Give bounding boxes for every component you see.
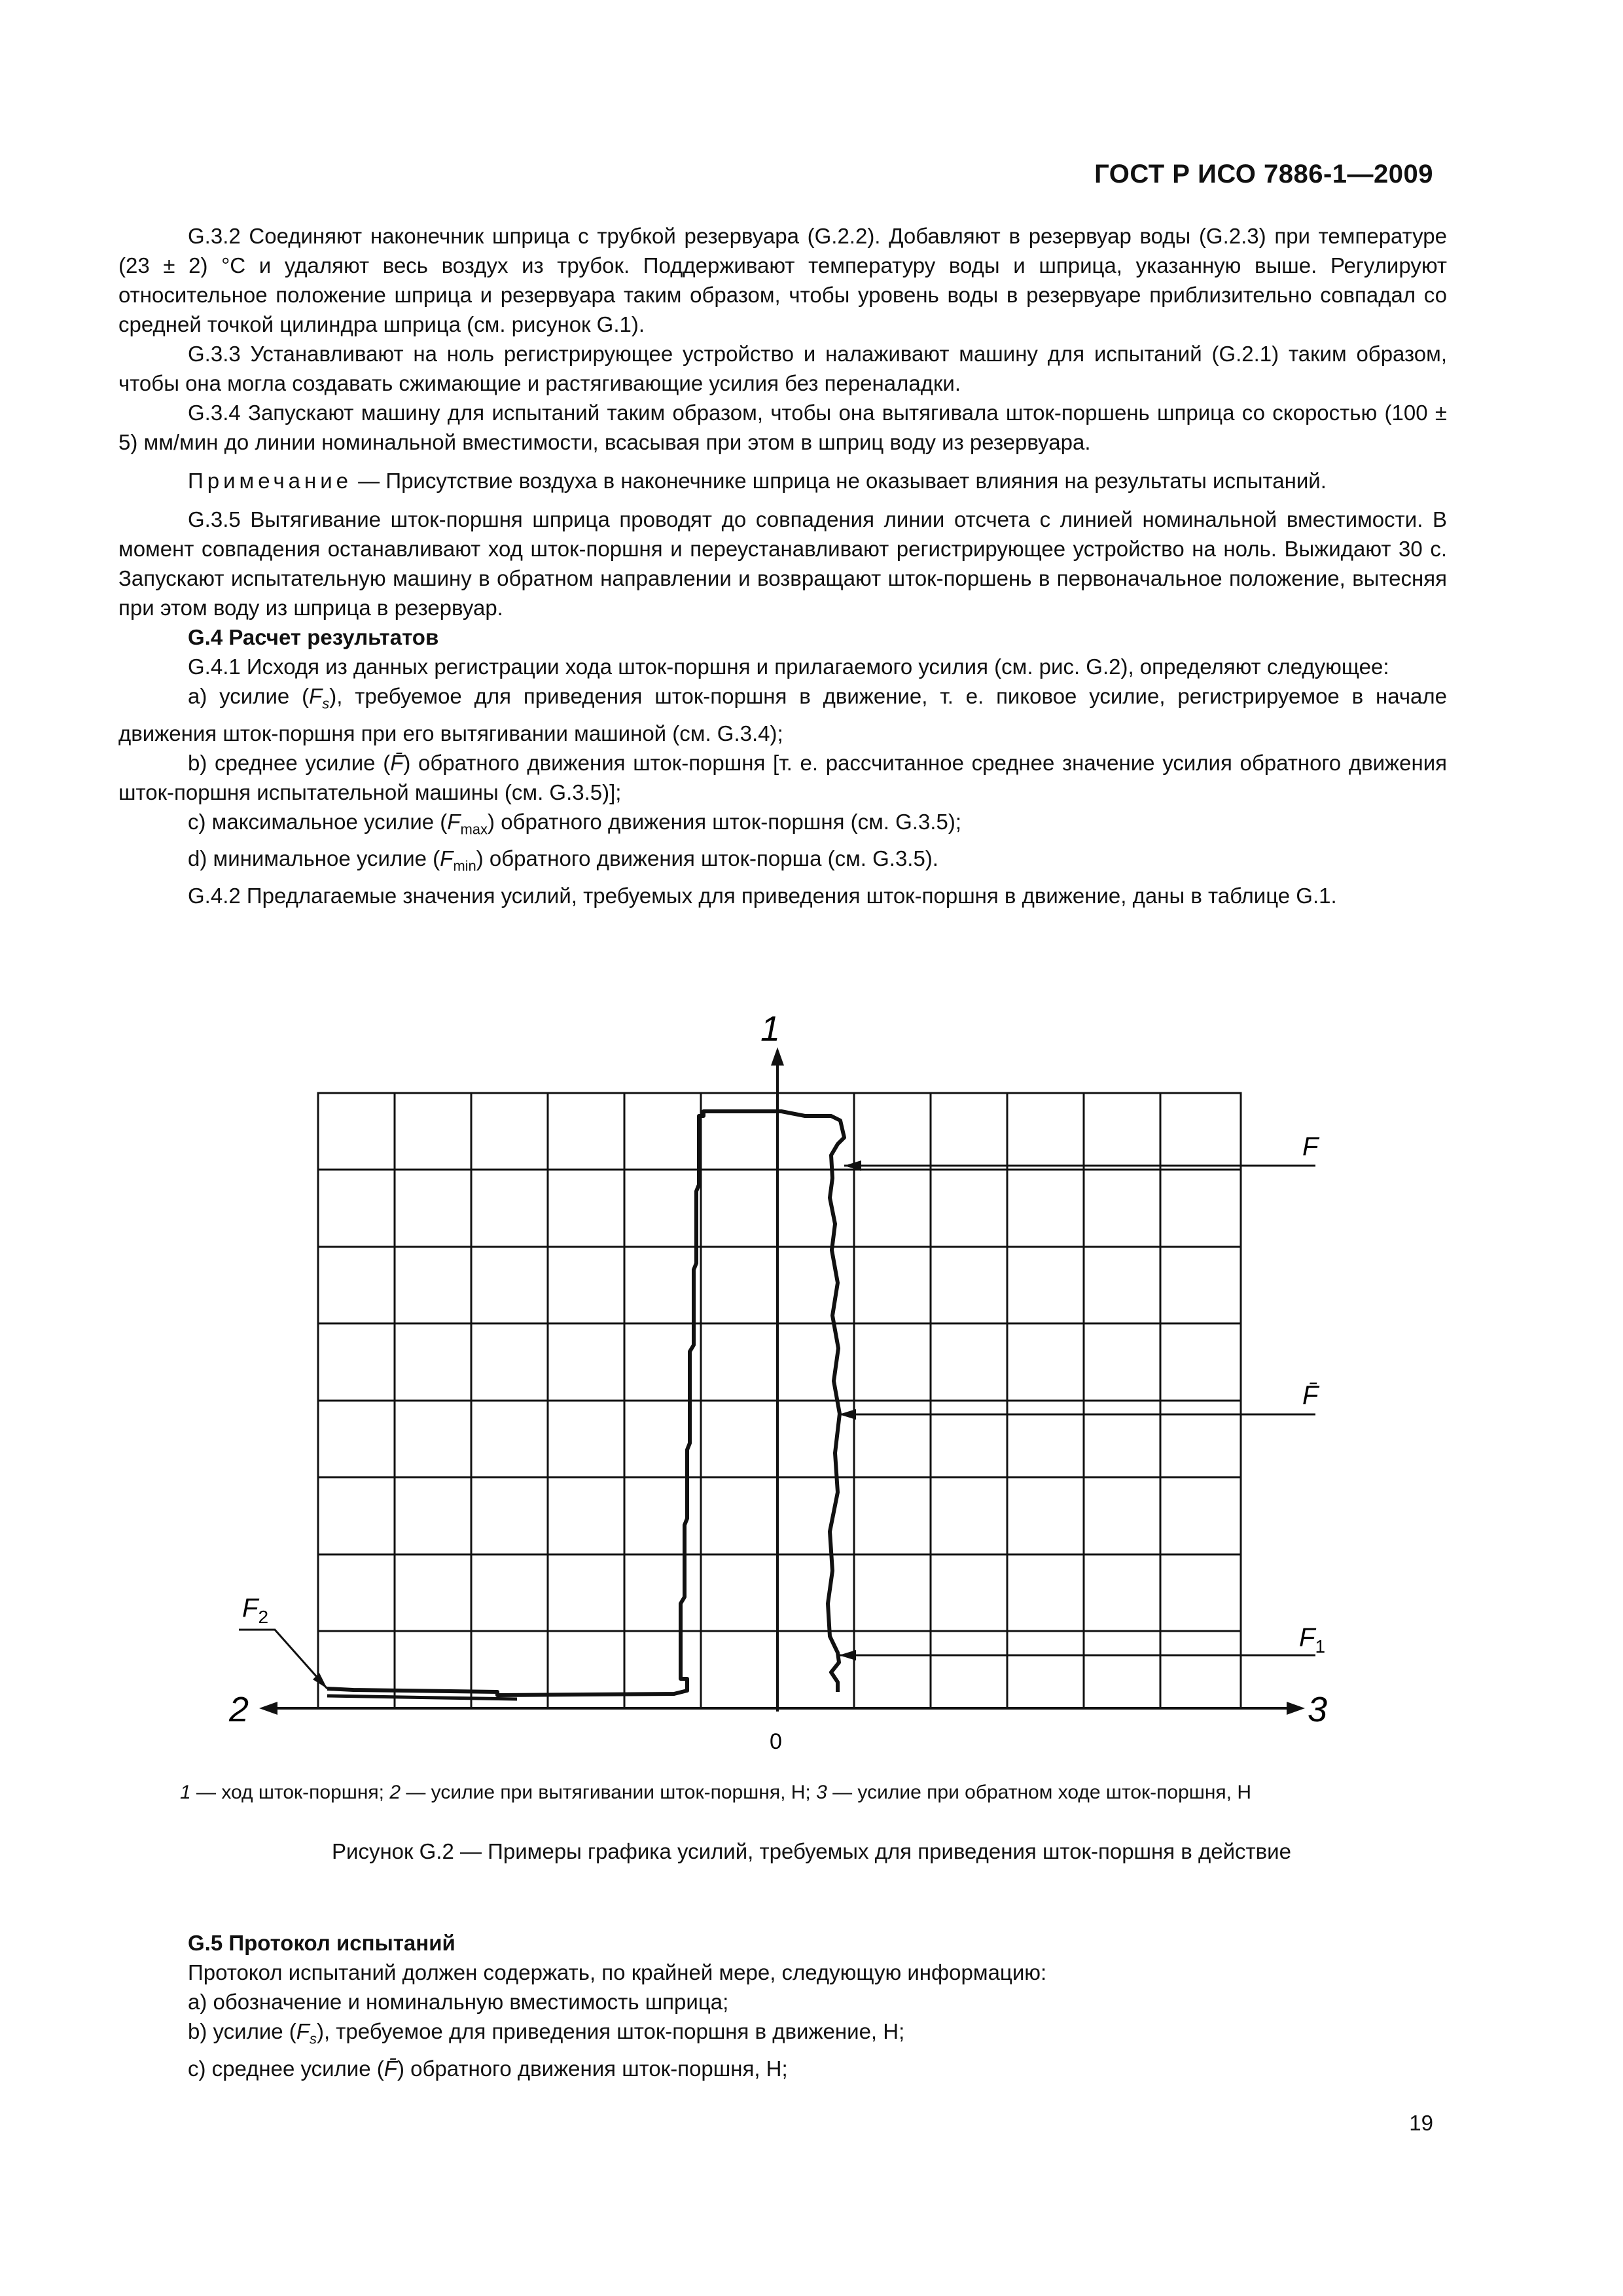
label-F: F: [1302, 1132, 1319, 1161]
section-g5-title: G.5 Протокол испытаний: [188, 1931, 455, 1955]
item-g41d: d) минимальное усилие $(F_{min})$ обратного движения шток-порша (см. G.3.5).: [188, 846, 938, 874]
label-F2: $F_2$: [242, 1594, 269, 1627]
grid: [318, 1093, 1241, 1708]
axis-label-1: 1: [760, 1009, 781, 1049]
paragraph-g35: G.3.5 Вытягивание шток-поршня шприца проводят до совпадения линии отсчета с линией номинальной вместимости. В момент совпадения останавливают ход шток-поршня и переустанавливают регистрирующее устройство на ноль. Выжидают 30 с. Запускают испытательную машину в обратном направлении и возвращают шток-поршень в первоначальное положение, вытесняя при этом воду из шприца в резервуар.: [118, 507, 1447, 620]
right-axis-arrow: [1287, 1702, 1305, 1715]
figure-legend: 1 — ход шток-поршня; 2 — усилие при вытягивании шток-поршня, Н; 3 — усилие при обратном ходе шток-поршня, Н: [180, 1782, 1252, 1803]
paragraph-g34: G.3.4 Запускают машину для испытаний таким образом, чтобы она вытягивала шток-поршень шприца со скоростью (100 ± 5) мм/мин до линии номинальной вместимости, всасывая при этом в шприц воду из резервуара.: [118, 401, 1447, 454]
note-label: Примечание: [188, 469, 353, 493]
item-g41b: b) среднее усилие (F̄) обратного движения шток-поршня [т. е. рассчитанное среднее значение усилия обратного движения шток-поршня испытательной машины (см. G.3.5)];: [118, 750, 1448, 804]
section-g4-title: G.4 Расчет результатов: [188, 625, 439, 649]
figure-caption: Рисунок G.2 — Примеры графика усилий, требуемых для приведения шток-поршня в действие: [332, 1839, 1291, 1863]
return-trace: [327, 1696, 517, 1699]
page-number: 19: [1409, 2111, 1433, 2135]
origin-label: 0: [770, 1729, 782, 1754]
paragraph-g33: G.3.3 Устанавливают на ноль регистрирующее устройство и налаживают машину для испытаний (G.2.1) таким образом, чтобы она могла создавать сжимающие и растягивающие усилия без переналадки.: [118, 342, 1447, 395]
section-g5-item-a: а) обозначение и номинальную вместимость шприца;: [188, 1990, 729, 2014]
paragraph-g41: G.4.1 Исходя из данных регистрации хода шток-поршня и прилагаемого усилия (см. рис. G.2), определяют следующее:: [188, 655, 1389, 679]
section-g5-item-c: с) среднее усилие (F̄) обратного движения шток-поршня, Н;: [188, 2056, 788, 2081]
pointer-arrow-F1: [839, 1650, 856, 1660]
label-F1: $F_1$: [1299, 1623, 1326, 1657]
document-header: ГОСТ Р ИСО 7886-1—2009: [1094, 160, 1433, 188]
section-g5: [118, 1928, 1447, 2083]
left-axis-arrow: [259, 1702, 277, 1715]
vertical-axis-arrow: [771, 1047, 784, 1066]
axis-label-2: 2: [229, 1690, 249, 1729]
paragraph-g42: G.4.2 Предлагаемые значения усилий, требуемых для приведения шток-поршня в движение, даны в таблице G.1.: [188, 883, 1337, 908]
item-g41c: с) максимальное усилие $(F_{max})$ обратного движения шток-поршня (см. G.3.5);: [188, 809, 961, 838]
force-curve: [327, 1111, 844, 1695]
label-Fbar: F̄: [1302, 1381, 1319, 1410]
axis-label-3: 3: [1308, 1690, 1328, 1729]
paragraph-g32: G.3.2 Соединяют наконечник шприца с трубкой резервуара (G.2.2). Добавляют в резервуар воды (G.2.3) при температуре (23 ± 2) °С и удаляют весь воздух из трубок. Поддерживают температуру воды и шприца, указанную выше. Регулируют относительное положение шприца и резервуара таким образом, чтобы уровень воды в резервуаре приблизительно совпадал со средней точкой цилиндра шприца (см. рисунок G.1).: [118, 224, 1447, 336]
note-text: — Присутствие воздуха в наконечнике шприца не оказывает влияния на результаты испытаний.: [352, 469, 1327, 493]
item-g41a: а) усилие $(F_s)$, требуемое для приведения шток-поршня в движение, т. е. пиковое усилие, регистрируемое в начале движения шток-поршня при его вытягивании машиной (см. G.3.4);: [118, 684, 1447, 745]
section-g5-intro: Протокол испытаний должен содержать, по крайней мере, следующую информацию:: [188, 1960, 1047, 1984]
section-g5-item-b: b) усилие $(F_s)$, требуемое для приведения шток-поршня в движение, Н;: [188, 2019, 905, 2047]
pointer-arrow-Fbar: [839, 1409, 856, 1420]
